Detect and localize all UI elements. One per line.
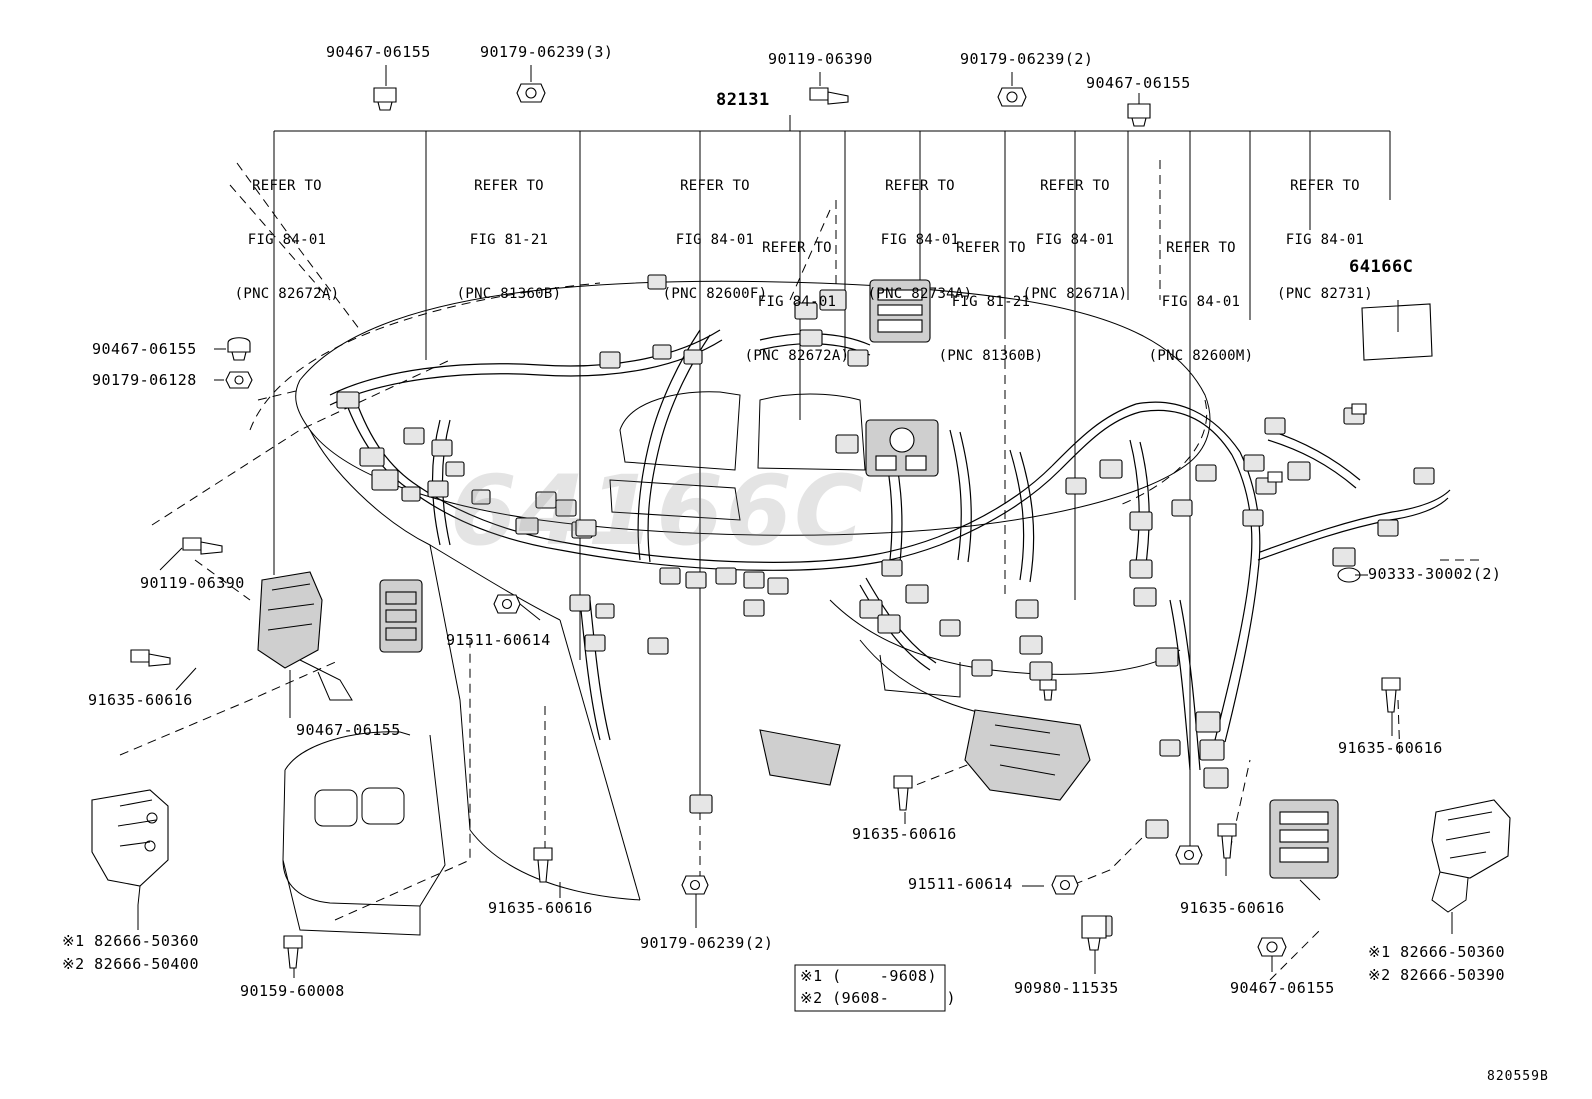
ref-line: (PNC 82600M) xyxy=(1148,348,1254,364)
callout-90159-60008: 90159-60008 xyxy=(240,982,345,1000)
ref-line: (PNC 81360B) xyxy=(456,286,562,302)
callout-90467-06155-left-lower: 90467-06155 xyxy=(296,721,401,739)
note-bottom-1: ※1 ( -9608) xyxy=(800,967,937,985)
ref-line: REFER TO xyxy=(474,178,544,194)
ref-line: (PNC 82600F) xyxy=(662,286,768,302)
ref-block-2 xyxy=(434,141,584,339)
note-right-2: ※2 82666-50390 xyxy=(1368,966,1505,984)
ref-line: (PNC 82672A) xyxy=(744,348,850,364)
drawing-code: 820559B xyxy=(1487,1069,1549,1084)
ref-line: FIG 84-01 xyxy=(675,232,755,248)
part-number-64166C: 64166C xyxy=(1349,257,1414,277)
ref-line: FIG 84-01 xyxy=(757,294,837,310)
ref-line: FIG 84-01 xyxy=(247,232,327,248)
callout-90467-06155-bottom-right: 90467-06155 xyxy=(1230,979,1335,997)
part-number-82131: 82131 xyxy=(716,90,770,110)
ref-line: FIG 84-01 xyxy=(1161,294,1241,310)
ref-line: REFER TO xyxy=(762,240,832,256)
ref-block-8 xyxy=(916,203,1066,401)
callout-90119-06390-top: 90119-06390 xyxy=(768,50,873,68)
note-right-1: ※1 82666-50360 xyxy=(1368,943,1505,961)
ref-line: FIG 81-21 xyxy=(951,294,1031,310)
ref-line: (PNC 82731) xyxy=(1276,286,1374,302)
callout-91635-60616-right: 91635-60616 xyxy=(1338,739,1443,757)
callout-90119-06390-left: 90119-06390 xyxy=(140,574,245,592)
callout-90179-06128: 90179-06128 xyxy=(92,371,197,389)
ref-line: FIG 84-01 xyxy=(1285,232,1365,248)
ref-block-1 xyxy=(212,141,362,339)
note-bottom-2: ※2 (9608- ) xyxy=(800,989,957,1007)
callout-90179-06239-2-top: 90179-06239(2) xyxy=(960,50,1094,68)
ref-line: FIG 81-21 xyxy=(469,232,549,248)
callout-91635-60616-mid: 91635-60616 xyxy=(488,899,593,917)
ref-line: REFER TO xyxy=(1040,178,1110,194)
ref-line: FIG 84-01 xyxy=(880,232,960,248)
callout-90179-06239-2-mid: 90179-06239(2) xyxy=(640,934,774,952)
watermark-text: 64166C xyxy=(450,455,867,567)
callout-90333-30002-2: 90333-30002(2) xyxy=(1368,565,1502,583)
callout-90179-06239-3: 90179-06239(3) xyxy=(480,43,614,61)
ref-block-9 xyxy=(1126,203,1276,401)
ref-block-7 xyxy=(722,203,872,401)
ref-line: (PNC 81360B) xyxy=(938,348,1044,364)
callout-90980-11535: 90980-11535 xyxy=(1014,979,1119,997)
ref-line: (PNC 82672A) xyxy=(234,286,340,302)
ref-line: (PNC 82734A) xyxy=(867,286,973,302)
ref-line: REFER TO xyxy=(956,240,1026,256)
callout-90467-06155-top-right: 90467-06155 xyxy=(1086,74,1191,92)
ref-line: FIG 84-01 xyxy=(1035,232,1115,248)
callout-90467-06155-left: 90467-06155 xyxy=(92,340,197,358)
note-left-1: ※1 82666-50360 xyxy=(62,932,199,950)
ref-line: REFER TO xyxy=(885,178,955,194)
callout-91511-60614-lower: 91511-60614 xyxy=(908,875,1013,893)
note-left-2: ※2 82666-50400 xyxy=(62,955,199,973)
callout-90467-06155-top: 90467-06155 xyxy=(326,43,431,61)
ref-line: REFER TO xyxy=(252,178,322,194)
ref-line: (PNC 82671A) xyxy=(1022,286,1128,302)
callout-91511-60614-mid: 91511-60614 xyxy=(446,631,551,649)
callout-91635-60616-left: 91635-60616 xyxy=(88,691,193,709)
ref-line: REFER TO xyxy=(1166,240,1236,256)
ref-line: REFER TO xyxy=(680,178,750,194)
callout-91635-60616-right-lower: 91635-60616 xyxy=(1180,899,1285,917)
callout-91635-60616-center: 91635-60616 xyxy=(852,825,957,843)
ref-line: REFER TO xyxy=(1290,178,1360,194)
